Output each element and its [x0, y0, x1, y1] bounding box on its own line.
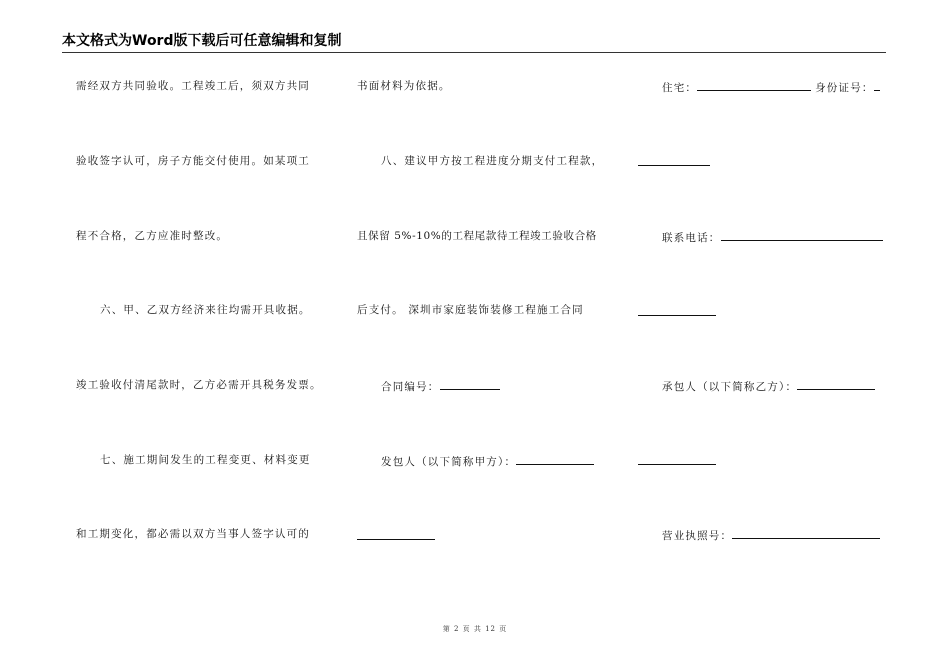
phone-blank	[721, 230, 883, 241]
col3-blank-line-2	[638, 315, 716, 316]
id-number-label: 身份证号：	[815, 82, 874, 94]
contract-number-blank	[440, 379, 500, 390]
contractor-blank	[797, 379, 875, 390]
phone-label: 联系电话：	[662, 232, 721, 244]
license-blank	[732, 528, 880, 539]
col2-line-3: 且保留 5%-10%的工程尾款待工程竣工验收合格	[357, 230, 597, 242]
col1-line-2: 验收签字认可，房子方能交付使用。如某项工	[76, 155, 310, 167]
col2-line-4: 后支付。 深圳市家庭装饰装修工程施工合同	[357, 304, 584, 316]
col1-line-1: 需经双方共同验收。工程竣工后，须双方共同	[76, 80, 310, 92]
contract-number-line	[381, 379, 500, 393]
col2-line-1: 书面材料为依据。	[357, 80, 451, 92]
residence-blank	[697, 80, 811, 91]
employer-line	[381, 454, 594, 468]
contractor-line	[662, 379, 875, 393]
col1-line-3: 程不合格，乙方应准时整改。	[76, 230, 229, 242]
license-line	[662, 528, 880, 542]
col2-line-2: 八、建议甲方按工程进度分期支付工程款，	[381, 155, 604, 167]
employer-blank	[516, 454, 594, 465]
residence-label: 住宅：	[662, 82, 698, 94]
col1-line-5: 竣工验收付清尾款时，乙方必需开具税务发票。	[76, 379, 322, 391]
employer-label: 发包人（以下简称甲方）：	[381, 456, 517, 468]
license-label: 营业执照号：	[662, 530, 733, 542]
id-number-blank	[874, 80, 880, 91]
residence-line	[662, 80, 880, 94]
col2-blank-line	[357, 539, 435, 540]
col1-line-7: 和工期变化，都必需以双方当事人签字认可的	[76, 528, 310, 540]
contractor-label: 承包人（以下简称乙方）：	[662, 381, 798, 393]
phone-line	[662, 230, 883, 244]
page-number: 第 2 页 共 12 页	[442, 625, 508, 633]
col1-line-6: 七、施工期间发生的工程变更、材料变更	[100, 454, 311, 466]
contract-number-label: 合同编号：	[381, 381, 440, 393]
document-header-title: 本文格式为Word版下载后可任意编辑和复制	[62, 33, 886, 53]
col3-blank-line-1	[638, 165, 710, 166]
col3-blank-line-3	[638, 464, 716, 465]
col1-line-4: 六、甲、乙双方经济来往均需开具收据。	[100, 304, 311, 316]
